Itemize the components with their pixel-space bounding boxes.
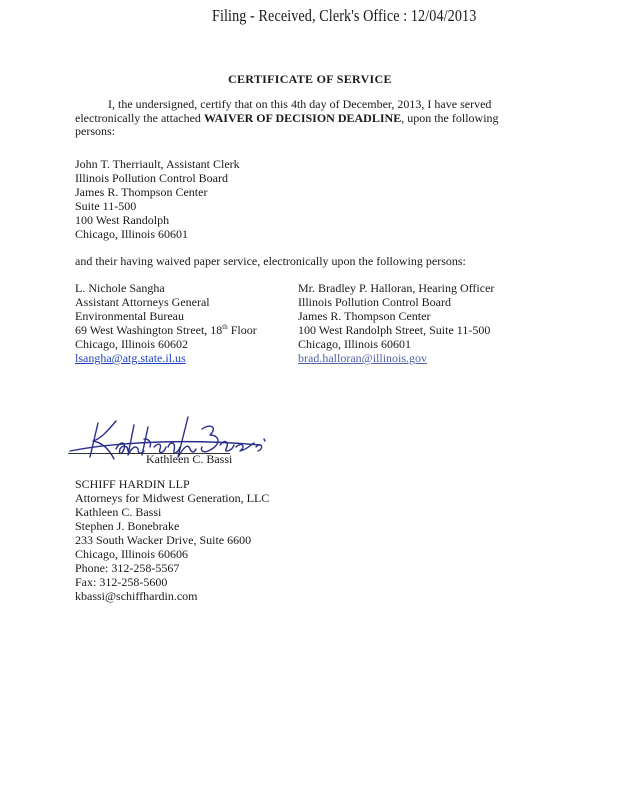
- firm-line: Phone: 312-258-5567: [75, 561, 180, 575]
- firm-contact-block: [75, 477, 269, 603]
- recipient-left-line: L. Nichole Sangha: [75, 281, 165, 295]
- recipient-left-email-link[interactable]: lsangha@atg.state.il.us: [75, 351, 186, 365]
- recipient-left-city: Chicago, Illinois 60602: [75, 337, 188, 351]
- recipient-left-block: [75, 281, 257, 365]
- signer-name: Kathleen C. Bassi: [146, 452, 233, 466]
- firm-line: Fax: 312-258-5600: [75, 575, 168, 589]
- certification-paragraph: [75, 98, 515, 139]
- primary-recipient-line: Suite 11-500: [75, 199, 137, 213]
- recipient-right-block: [298, 281, 494, 365]
- primary-recipient-line: John T. Therriault, Assistant Clerk: [75, 157, 240, 171]
- document-title: CERTIFICATE OF SERVICE: [228, 72, 392, 86]
- intro-line-3: persons:: [75, 124, 115, 138]
- firm-line: SCHIFF HARDIN LLP: [75, 477, 190, 491]
- firm-line: 233 South Wacker Drive, Suite 6600: [75, 533, 252, 547]
- recipient-left-line: Assistant Attorneys General: [75, 295, 210, 309]
- intro-line-1: I, the undersigned, certify that on this 4th day of December, 2013, I have served: [108, 97, 492, 111]
- intro-line-2-suffix: , upon the following: [401, 110, 499, 125]
- recipient-right-line: 100 West Randolph Street, Suite 11-500: [298, 323, 491, 337]
- firm-line: Stephen J. Bonebrake: [75, 519, 180, 533]
- primary-recipient-line: 100 West Randolph: [75, 213, 170, 227]
- firm-line: Chicago, Illinois 60606: [75, 547, 188, 561]
- recipient-left-street: 69 West Washington Street, 18th Floor: [75, 323, 257, 337]
- firm-line: Kathleen C. Bassi: [75, 505, 162, 519]
- recipient-right-line: Illinois Pollution Control Board: [298, 295, 452, 309]
- recipient-right-line: James R. Thompson Center: [298, 309, 431, 323]
- firm-email: kbassi@schiffhardin.com: [75, 589, 198, 603]
- primary-recipient-line: Illinois Pollution Control Board: [75, 171, 229, 185]
- filing-stamp-header: Filing - Received, Clerk's Office : 12/04/2013: [212, 6, 477, 25]
- primary-recipient-line: Chicago, Illinois 60601: [75, 227, 188, 241]
- primary-recipient-line: James R. Thompson Center: [75, 185, 208, 199]
- intro-line-2-prefix: electronically the attached: [75, 110, 204, 125]
- recipient-left-line: Environmental Bureau: [75, 309, 184, 323]
- recipient-right-line: Mr. Bradley P. Halloran, Hearing Officer: [298, 281, 495, 295]
- served-document-name: WAIVER OF DECISION DEADLINE: [203, 110, 402, 125]
- recipient-right-email-link[interactable]: brad.halloran@illinois.gov: [298, 351, 428, 365]
- firm-line: Attorneys for Midwest Generation, LLC: [75, 491, 270, 505]
- recipient-right-line: Chicago, Illinois 60601: [298, 337, 411, 351]
- primary-recipient-block: [75, 157, 240, 241]
- waived-service-text: and their having waived paper service, electronically upon the following persons:: [75, 254, 466, 268]
